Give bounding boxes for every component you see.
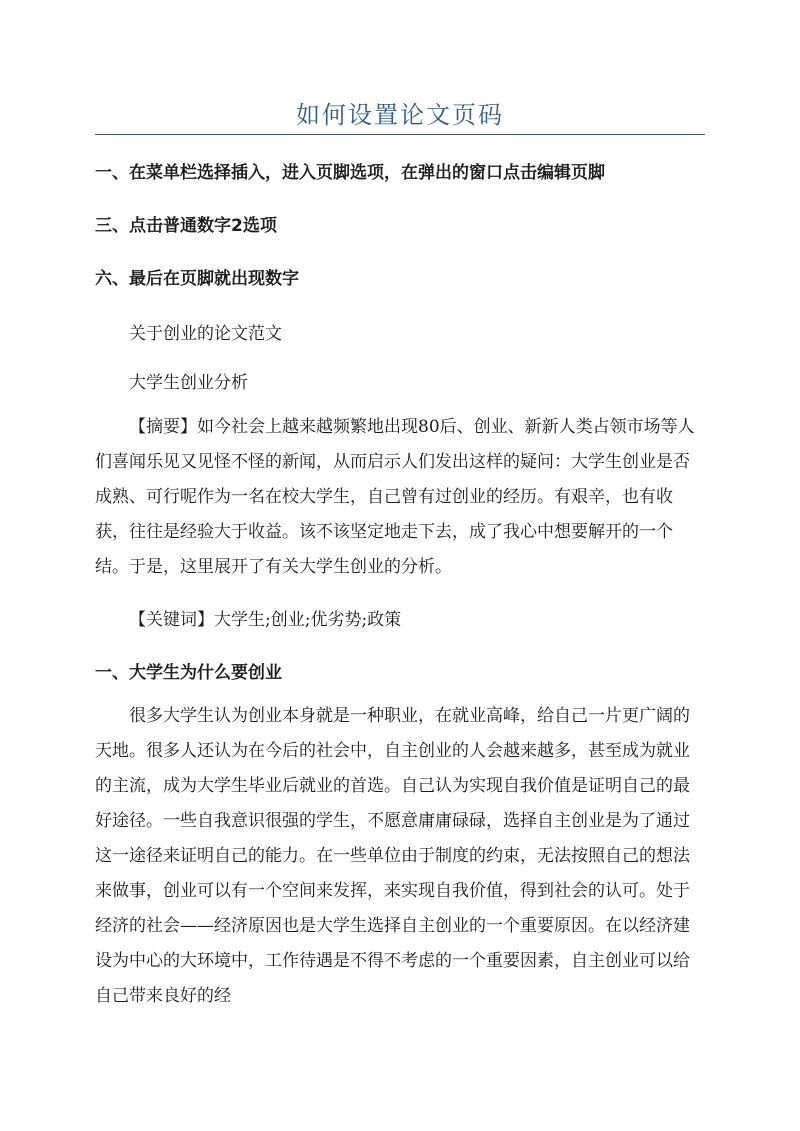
section-heading: 一、大学生为什么要创业 [95,663,282,683]
article-title: 关于创业的论文范文 [129,324,282,344]
document-body [95,150,705,1014]
keywords-line: 【关键词】大学生;创业;优劣势;政策 [129,610,402,630]
title-divider [95,134,705,135]
abstract-paragraph: 【摘要】如今社会上越来越频繁地出现80后、创业、新新人类占领市场等人们喜闻乐见又见怪不怪的新闻，从而启示人们发出这样的疑问：大学生创业是否成熟、可行呢作为一名在校大学生，自己曾有过创业的经历。有艰辛，也有收获，往往是经验大于收益。该不该坚定地走下去，成了我心中想要解开的一个结。于是，这里展开了有关大学生创业的分析。 [95,417,695,577]
step-heading-1: 一、在菜单栏选择插入，进入页脚选项，在弹出的窗口点击编辑页脚 [95,163,605,183]
section-body-paragraph: 很多大学生认为创业本身就是一种职业，在就业高峰，给自己一片更广阔的天地。很多人还认为在今后的社会中，自主创业的人会越来越多，甚至成为就业的主流，成为大学生毕业后就业的首选。自己认为实现自我价值是证明自己的最好途径。一些自我意识很强的学生，不愿意庸庸碌碌，选择自主创业是为了通过这一途径来证明自己的能力。在一些单位由于制度的约束，无法按照自己的想法来做事，创业可以有一个空间来发挥，来实现自我价值，得到社会的认可。处于经济的社会——经济原因也是大学生选择自主创业的一个重要原因。在以经济建设为中心的大环境中，工作待遇是不得不考虑的一个重要因素，自主创业可以给自己带来良好的经 [95,706,690,1006]
step-heading-2: 三、点击普通数字2选项 [95,216,277,236]
article-subtitle: 大学生创业分析 [129,373,248,393]
document-title: 如何设置论文页码 [296,101,504,129]
step-heading-3: 六、最后在页脚就出现数字 [95,269,299,289]
